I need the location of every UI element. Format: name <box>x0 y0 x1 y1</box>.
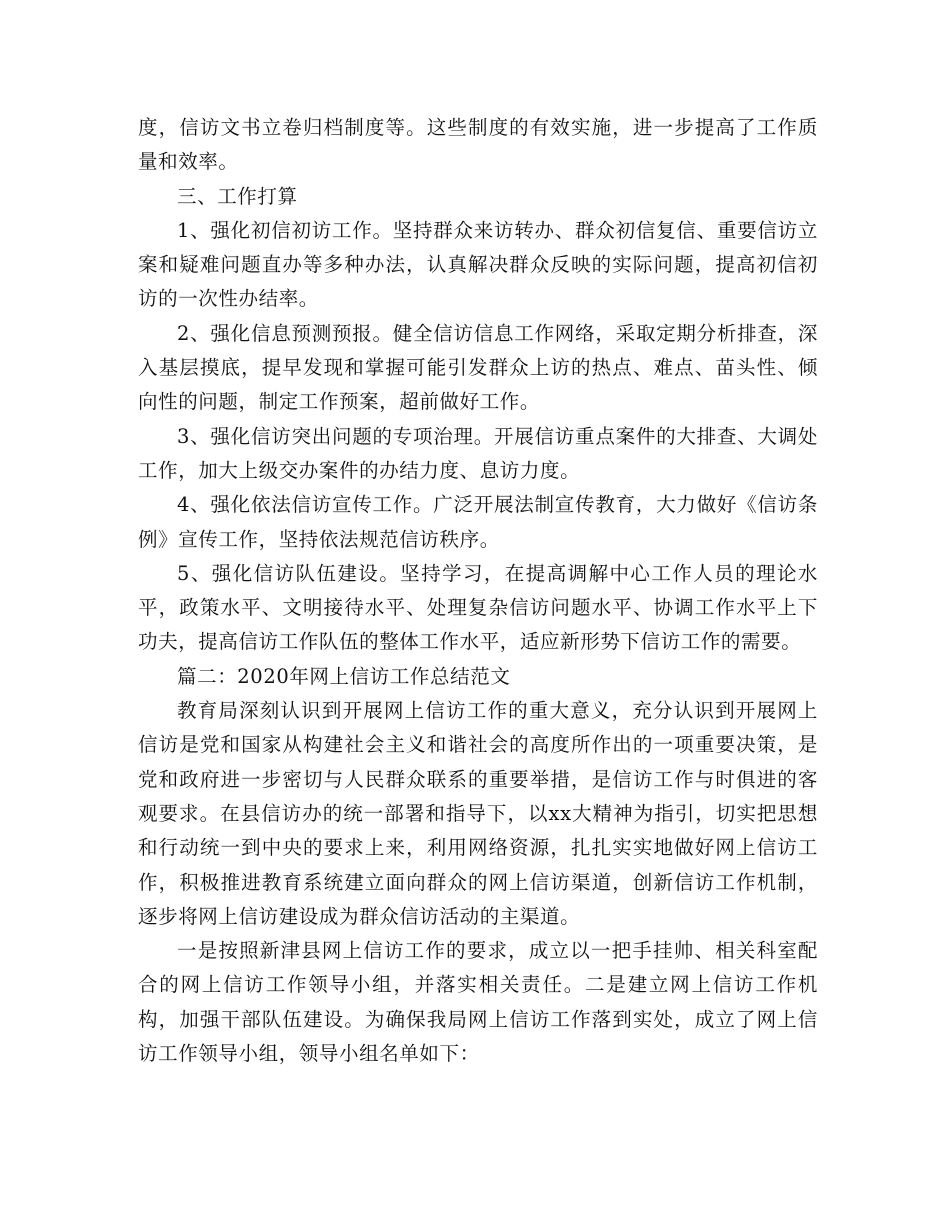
article-title: 篇二：2020年网上信访工作总结范文 <box>177 664 511 688</box>
document-body <box>138 111 818 1071</box>
paragraph: 教育局深刻认识到开展网上信访工作的重大意义，充分认识到开展网上信访是党和国家从构建社会主义和谐社会的高度所作出的一项重要决策，是党和政府进一步密切与人民群众联系的重要举措，是信访工作与时俱进的客观要求。在县信访办的统一部署和指导下，以xx大精神为指引，切实把思想和行动统一到中央的要求上来，利用网络资源，扎扎实实地做好网上信访工作，积极推进教育系统建立面向群众的网上信访渠道，创新信访工作机制，逐步将网上信访建设成为群众信访活动的主渠道。 <box>138 699 818 928</box>
paragraph: 4、强化依法信访宣传工作。广泛开展法制宣传教育，大力做好《信访条例》宣传工作，坚持依法规范信访秩序。 <box>138 493 818 551</box>
section-heading: 三、工作打算 <box>177 184 298 208</box>
paragraph: 一是按照新津县网上信访工作的要求，成立以一把手挂帅、相关科室配合的网上信访工作领导小组，并落实相关责任。二是建立网上信访工作机构，加强干部队伍建设。为确保我局网上信访工作落到实处，成立了网上信访工作领导小组，领导小组名单如下： <box>138 939 818 1066</box>
paragraph: 2、强化信息预测预报。健全信访信息工作网络，采取定期分析排查，深入基层摸底，提早发现和掌握可能引发群众上访的热点、难点、苗头性、倾向性的问题，制定工作预案，超前做好工作。 <box>138 321 818 414</box>
paragraph: 5、强化信访队伍建设。坚持学习，在提高调解中心工作人员的理论水平，政策水平、文明接待水平、处理复杂信访问题水平、协调工作水平上下功夫，提高信访工作队伍的整体工作水平，适应新形势下信访工作的需要。 <box>138 561 818 654</box>
paragraph: 3、强化信访突出问题的专项治理。开展信访重点案件的大排查、大调处工作，加大上级交办案件的办结力度、息访力度。 <box>138 424 818 482</box>
paragraph: 度，信访文书立卷归档制度等。这些制度的有效实施，进一步提高了工作质量和效率。 <box>138 116 818 174</box>
paragraph: 1、强化初信初访工作。坚持群众来访转办、群众初信复信、重要信访立案和疑难问题直办等多种办法，认真解决群众反映的实际问题，提高初信初访的一次性办结率。 <box>138 218 818 311</box>
